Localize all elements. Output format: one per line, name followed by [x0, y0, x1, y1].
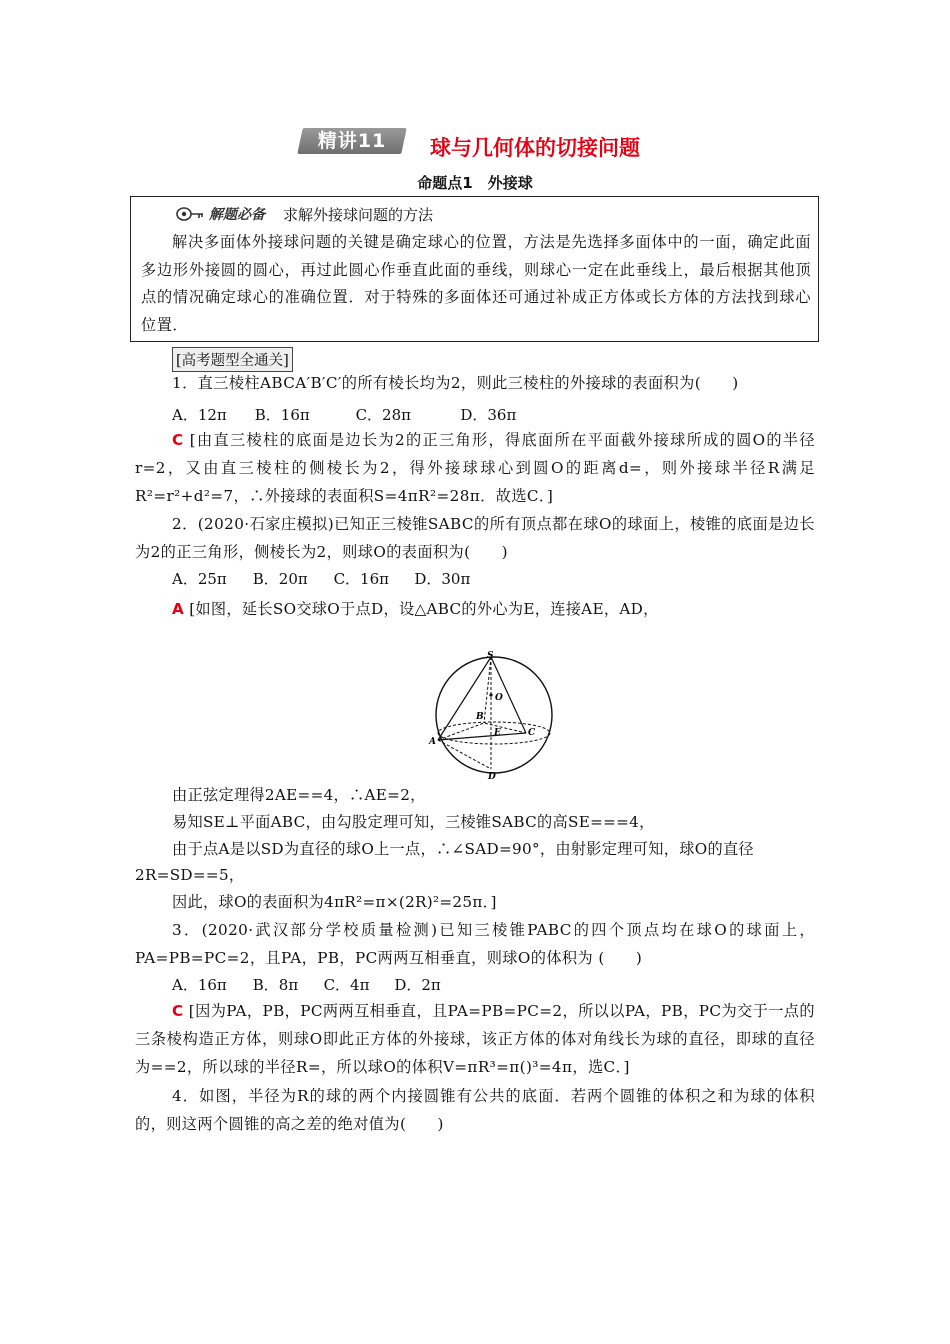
- q2-option-c: C．16π: [333, 570, 389, 588]
- fig-label-a: A: [429, 737, 436, 747]
- q2-answer: A: [172, 600, 185, 618]
- q1-answer: C: [172, 431, 184, 449]
- q1-option-c: C．28π: [355, 406, 411, 424]
- q1-solution-text: [由直三棱柱的底面是边长为2的正三角形，得底面所在平面截外接球所成的圆O的半径r=2，又由直三棱柱的侧棱长为2，得外接球球心到圆O的距离d=，则外接球半径R满足R²=r²+d²=7，∴外接球的表面积S=4πR²=28π．故选C．]: [135, 431, 816, 505]
- q1-options: [172, 404, 516, 425]
- method-box: [130, 196, 819, 342]
- lecture-badge-text: 精讲11: [317, 130, 387, 152]
- q2-solution-line: 因此，球O的表面积为4πR²=π×(2R)²=25π．]: [172, 893, 497, 911]
- lecture-badge: [297, 128, 407, 154]
- q2-solution-line: 由正弦定理得2AE==4，∴AE=2，: [172, 786, 426, 804]
- q1-solution: [135, 427, 815, 510]
- q2-solution-intro-text: [如图，延长SO交球O于点D，设△ABC的外心为E，连接AE，AD，: [189, 600, 659, 618]
- q3-stem: 3．(2020·武汉部分学校质量检测)已知三棱锥PABC的四个顶点均在球O的球面上，PA=PB=PC=2，且PA，PB，PC两两互相垂直，则球O的体积为 ( ): [135, 921, 815, 967]
- q3-option-a: A．16π: [172, 976, 227, 994]
- q3-solution: [135, 998, 815, 1081]
- q3-option-b: B．8π: [252, 976, 299, 994]
- q1-stem: 1．直三棱柱ABCA′B′C′的所有棱长均为2，则此三棱柱的外接球的表面积为( ): [172, 374, 739, 392]
- method-title: 求解外接球问题的方法: [283, 205, 434, 224]
- method-badge-label: 解题必备: [209, 207, 265, 223]
- q1-option-b: B．16π: [254, 406, 310, 424]
- q1-option-a: A．12π: [172, 406, 227, 424]
- section-subtitle: 命题点1 外接球: [417, 174, 533, 192]
- q2-option-a: A．25π: [172, 570, 227, 588]
- q3-solution-text: [因为PA，PB，PC两两互相垂直，且PA=PB=PC=2，所以以PA，PB，PC为交于一点的三条棱构造正方体，则球O即此正方体的外接球，该正方体的体对角线长为球的直径，即球的直径为==2，所以球的半径R=，所以球O的体积V=πR³=π()³=4π，选C．]: [135, 1002, 815, 1076]
- q3-option-c: C．4π: [323, 976, 370, 994]
- method-header: [175, 203, 433, 225]
- q2-stem: 2．(2020·石家庄模拟)已知正三棱锥SABC的所有顶点都在球O的球面上，棱锥的底面是边长为2的正三角形，侧棱长为2，则球O的表面积为( ): [135, 515, 815, 561]
- q2-option-b: B．20π: [252, 570, 308, 588]
- q3-option-d: D．2π: [394, 976, 441, 994]
- section-tag: [高考题型全通关]: [172, 347, 293, 372]
- page-title: 球与几何体的切接问题: [430, 136, 640, 160]
- fig-label-o: O: [495, 693, 503, 703]
- q2-solution-intro: [172, 598, 659, 619]
- method-text: 解决多面体外接球问题的关键是确定球心的位置，方法是先选择多面体中的一面，确定此面多边形外接圆的圆心，再过此圆心作垂直此面的垂线，则球心一定在此垂线上，最后根据其他顶点的情况确定球心的准确位置．对于特殊的多面体还可通过补成正方体或长方体的方法找到球心位置．: [141, 233, 811, 334]
- q4-stem: 4．如图，半径为R的球的两个内接圆锥有公共的底面．若两个圆锥的体积之和为球的体积的，则这两个圆锥的高之差的绝对值为( ): [135, 1087, 815, 1133]
- key-hand-icon: [175, 205, 205, 223]
- q2-option-d: D．30π: [414, 570, 471, 588]
- q2-solution-line: 易知SE⊥平面ABC，由勾股定理可知，三棱锥SABC的高SE===4，: [172, 813, 655, 831]
- q2-options: [172, 568, 470, 589]
- fig-label-e: E: [494, 728, 501, 738]
- q3-answer: C: [172, 1002, 184, 1020]
- sphere-pyramid-figure: [424, 651, 564, 781]
- title-row: [0, 128, 950, 164]
- fig-label-b: B: [476, 712, 484, 722]
- q1-option-d: D．36π: [460, 406, 517, 424]
- fig-label-d: D: [488, 772, 496, 781]
- q2-solution-line: 2R=SD==5，: [135, 866, 245, 884]
- fig-label-c: C: [528, 728, 536, 738]
- fig-label-s: S: [487, 651, 494, 661]
- q2-solution-line: 由于点A是以SD为直径的球O上一点，∴∠SAD=90°，由射影定理可知，球O的直径: [172, 840, 754, 858]
- q3-options: [172, 974, 441, 995]
